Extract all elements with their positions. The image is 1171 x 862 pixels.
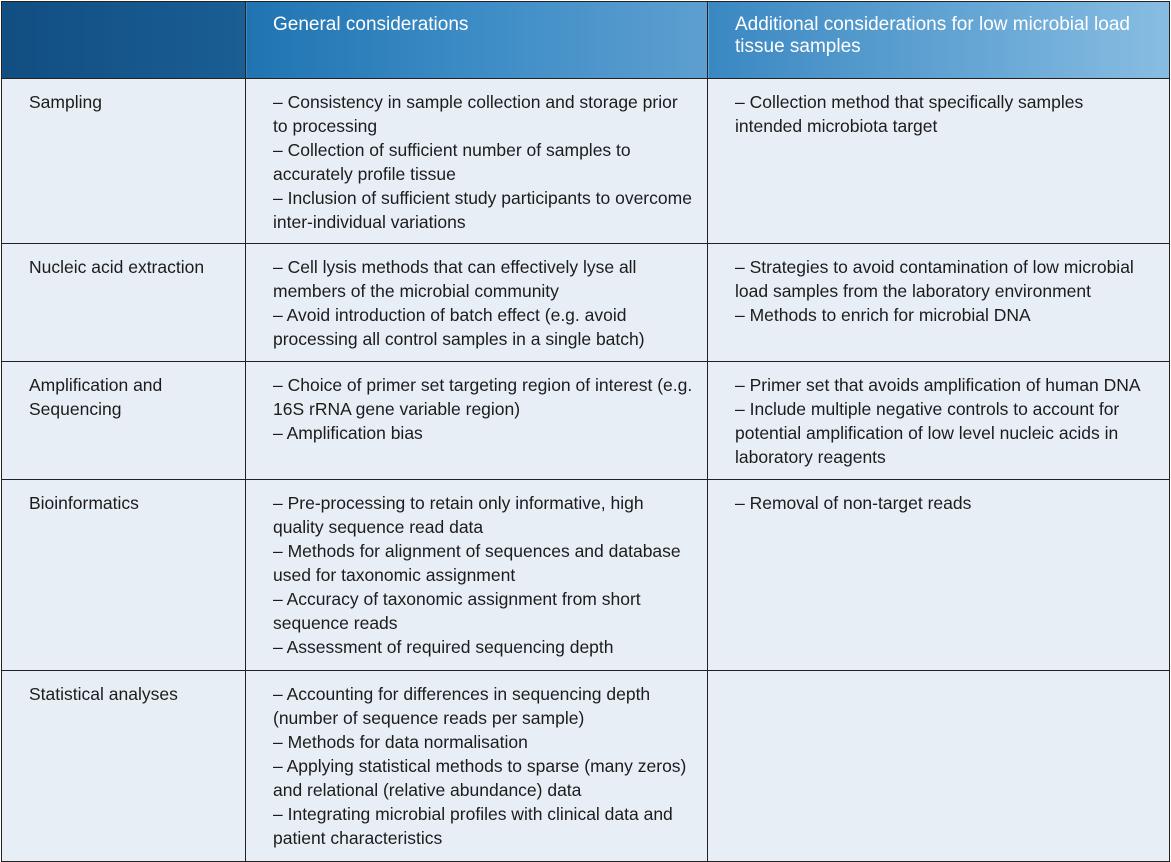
stage-cell [2, 244, 246, 362]
additional-cell [708, 244, 1170, 362]
general-point: – Assessment of required sequencing depth [273, 637, 614, 657]
additional-cell [708, 79, 1170, 244]
general-point: – Accounting for differences in sequencing depth (number of sequence reads per sample) [273, 684, 651, 728]
general-point: – Consistency in sample collection and storage prior to processing [273, 92, 678, 136]
stage-label: Statistical analyses [29, 684, 178, 704]
header-additional: Additional considerations for low microbial load tissue samples [708, 2, 1170, 79]
general-point: – Applying statistical methods to sparse (many zeros) and relational (relative abundance) data [273, 756, 687, 800]
header-stage [2, 2, 246, 79]
general-point: – Cell lysis methods that can effectively lyse all members of the microbial community [273, 257, 637, 301]
header-row [2, 2, 1170, 79]
considerations-table [1, 1, 1170, 862]
additional-point: – Primer set that avoids amplification of human DNA [735, 375, 1141, 395]
general-point: – Pre-processing to retain only informative, high quality sequence read data [273, 493, 644, 537]
general-point: – Accuracy of taxonomic assignment from short sequence reads [273, 589, 641, 633]
stage-cell [2, 671, 246, 862]
general-point: – Inclusion of sufficient study participants to overcome inter-individual variations [273, 188, 692, 232]
stage-cell [2, 480, 246, 671]
table-row [2, 671, 1170, 862]
table-row [2, 362, 1170, 480]
table-row [2, 244, 1170, 362]
header-general: General considerations [246, 2, 708, 79]
table-row [2, 480, 1170, 671]
additional-cell [708, 480, 1170, 671]
additional-point: – Strategies to avoid contamination of low microbial load samples from the laboratory environment [735, 257, 1134, 301]
stage-label: Sampling [29, 92, 102, 112]
general-point: – Methods for alignment of sequences and database used for taxonomic assignment [273, 541, 681, 585]
stage-label: Nucleic acid extraction [29, 257, 205, 277]
general-cell [246, 480, 708, 671]
general-point: – Collection of sufficient number of samples to accurately profile tissue [273, 140, 631, 184]
general-cell [246, 671, 708, 862]
general-point: – Amplification bias [273, 423, 423, 443]
general-cell [246, 362, 708, 480]
additional-point: – Removal of non-target reads [735, 493, 972, 513]
additional-cell [708, 362, 1170, 480]
general-cell [246, 79, 708, 244]
stage-label: Bioinformatics [29, 493, 139, 513]
general-point: – Choice of primer set targeting region of interest (e.g. 16S rRNA gene variable region) [273, 375, 693, 419]
stage-label: Amplification and Sequencing [29, 375, 163, 419]
additional-point: – Methods to enrich for microbial DNA [735, 305, 1031, 325]
general-point: – Integrating microbial profiles with clinical data and patient characteristics [273, 804, 673, 848]
stage-cell [2, 79, 246, 244]
additional-point: – Collection method that specifically samples intended microbiota target [735, 92, 1084, 136]
general-point: – Avoid introduction of batch effect (e.g. avoid processing all control samples in a single batch) [273, 305, 645, 349]
table-row [2, 79, 1170, 244]
additional-cell [708, 671, 1170, 862]
additional-point: – Include multiple negative controls to account for potential amplification of low level nucleic acids in laboratory reagents [735, 399, 1120, 467]
general-point: – Methods for data normalisation [273, 732, 528, 752]
stage-cell [2, 362, 246, 480]
general-cell [246, 244, 708, 362]
